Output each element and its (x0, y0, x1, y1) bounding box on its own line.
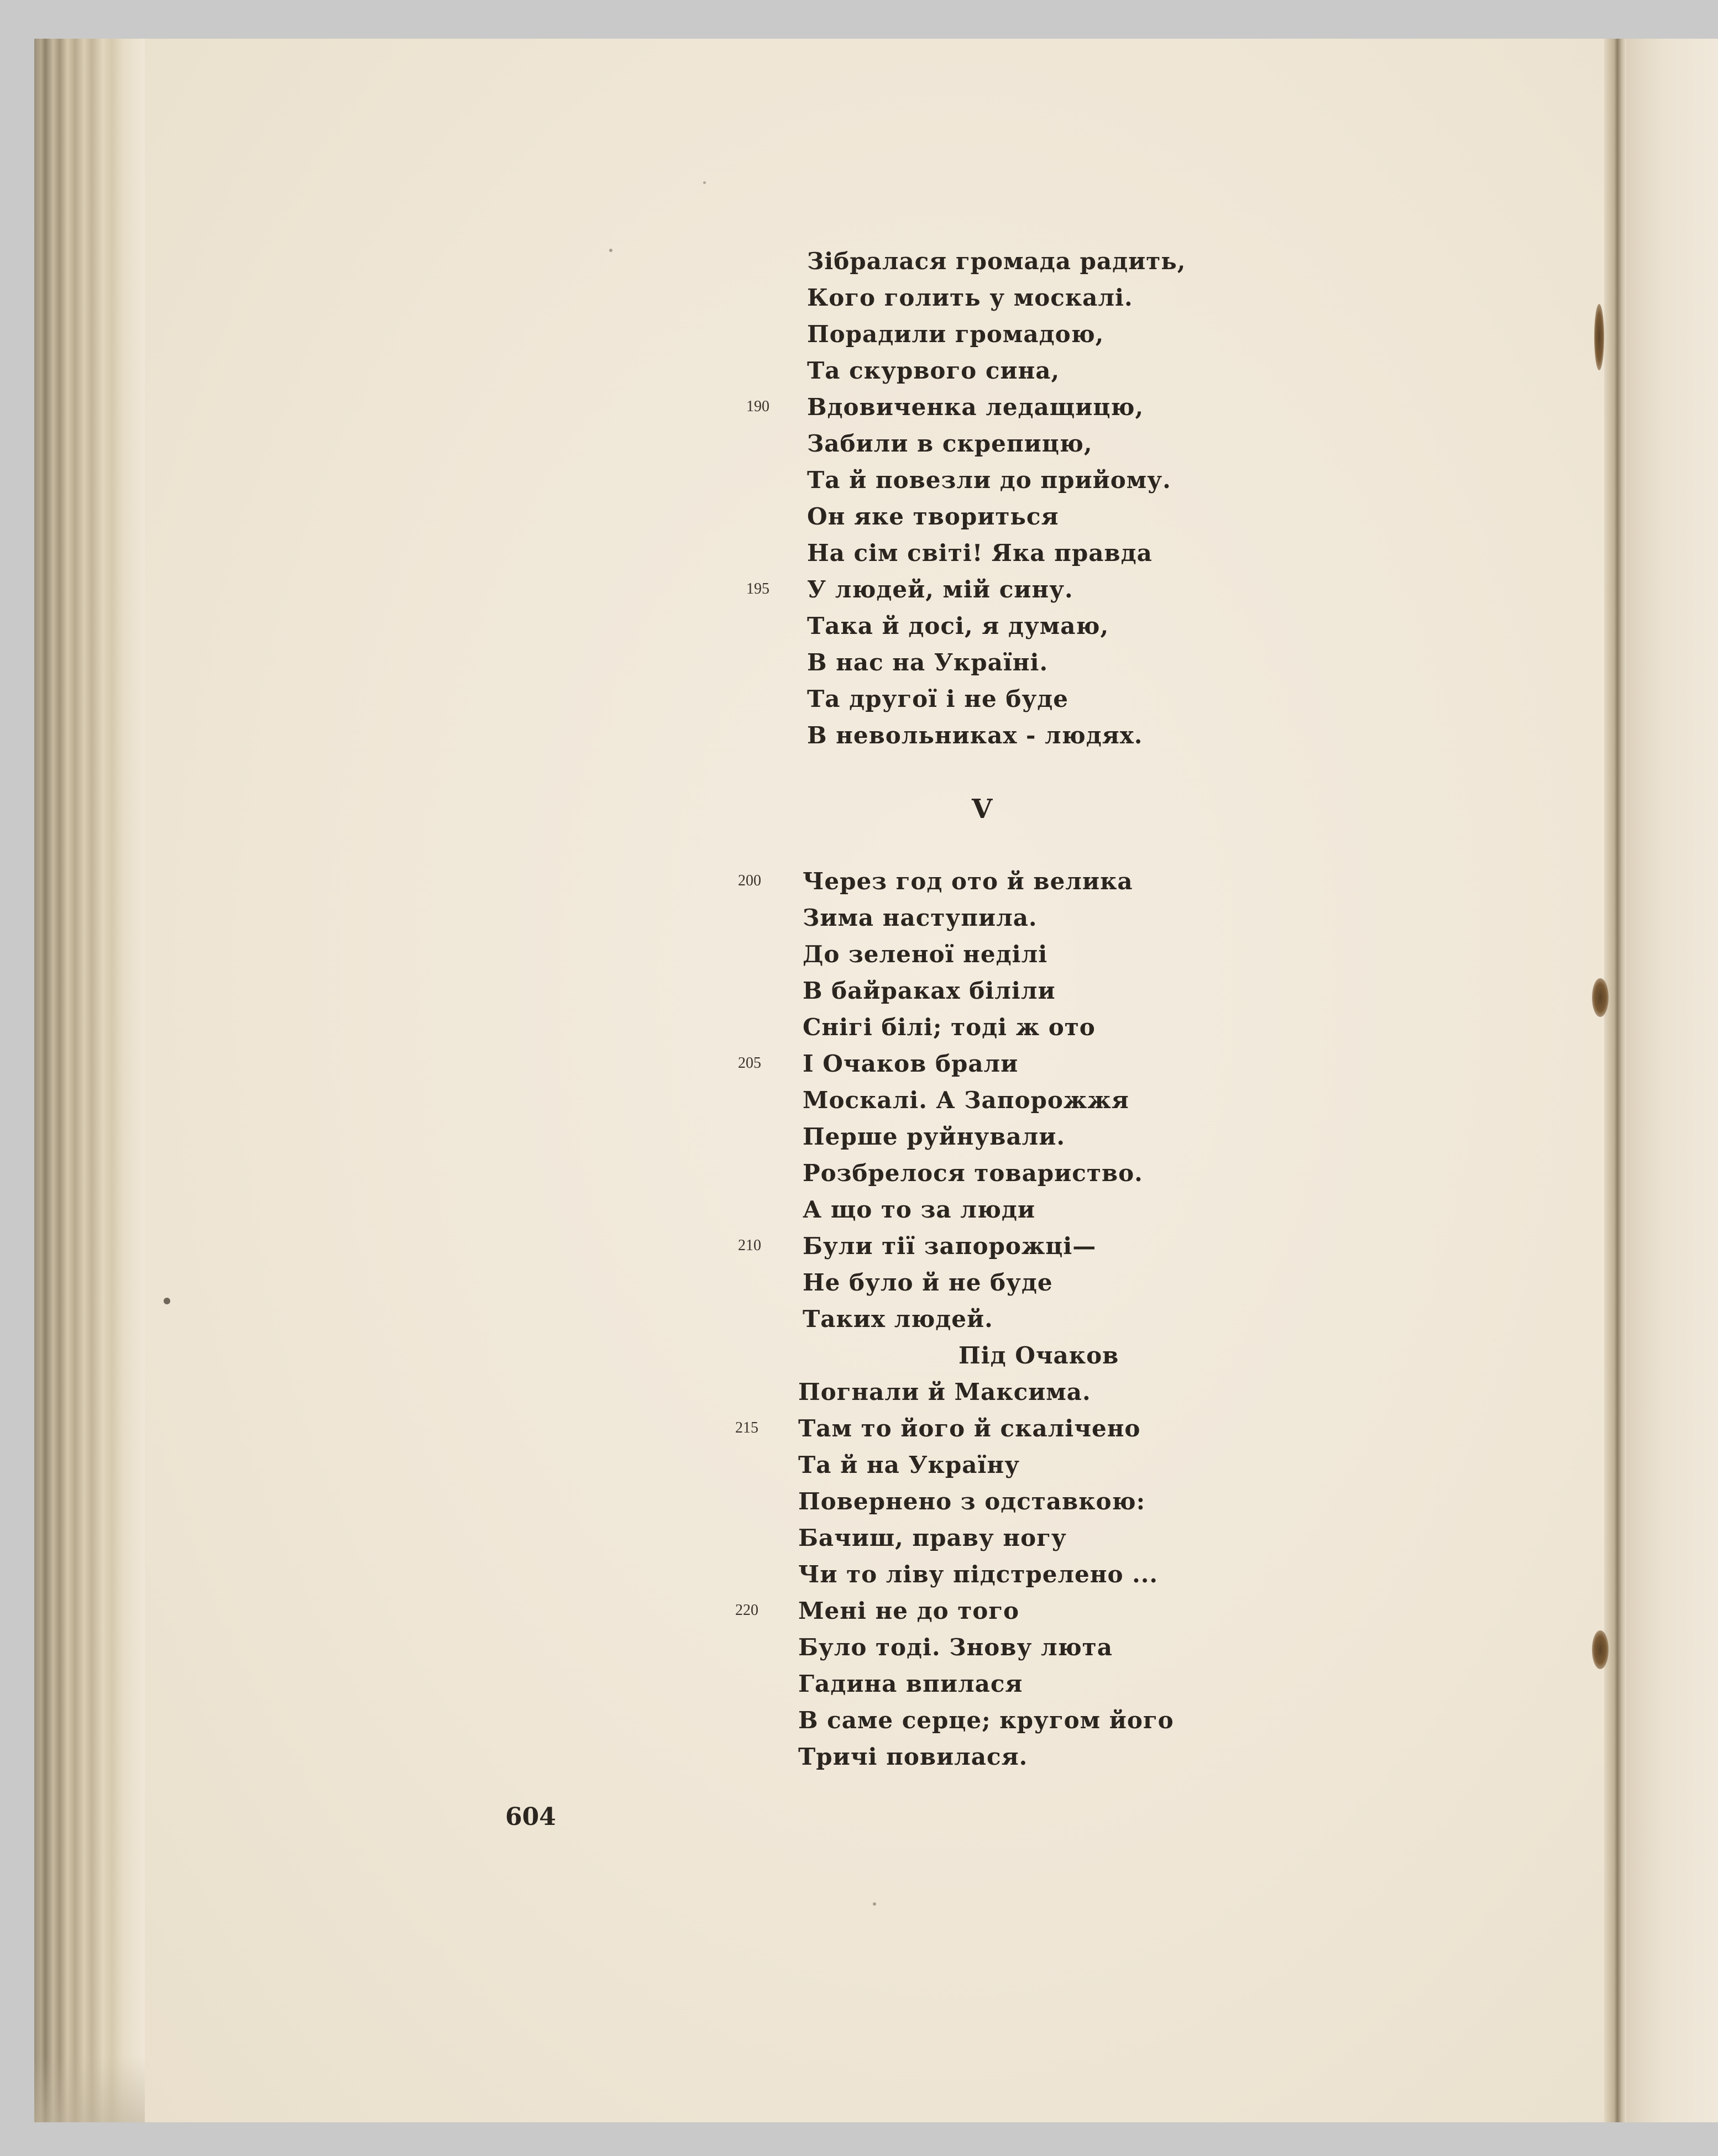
verse-line: А що то за люди (803, 1196, 1036, 1223)
binding-stain (1592, 1630, 1609, 1669)
verse-line: Зібралася громада радить, (807, 248, 1186, 275)
verse-line: Там то його й скалічено (798, 1415, 1141, 1442)
verse-line: Порадили громадою, (807, 321, 1104, 348)
verse-line: У людей, мій сину. (807, 576, 1073, 603)
line-number: 210 (738, 1237, 761, 1254)
verse-line: Забили в скрепицю, (807, 430, 1093, 457)
verse-line: Та й повезли до прийому. (807, 466, 1171, 494)
verse-line: Москалі. А Запорожжя (803, 1087, 1129, 1114)
verse-line: Таких людей. (803, 1305, 993, 1333)
line-number: 215 (735, 1419, 758, 1436)
verse-line: Така й досі, я думаю, (807, 612, 1109, 639)
ink-speck (703, 181, 706, 184)
line-number: 200 (738, 872, 761, 889)
verse-line: Та й на Україну (798, 1451, 1020, 1478)
book-gutter (1604, 39, 1626, 2122)
verse-line: В саме серце; кругом його (798, 1707, 1174, 1734)
verse-line: Та скурвого сина, (807, 357, 1060, 384)
verse-line: Тричі повилася. (798, 1743, 1028, 1770)
page-number: 604 (505, 1803, 556, 1831)
facing-page-edge (1626, 39, 1718, 2122)
verse-line: Кого голить у москалі. (807, 284, 1133, 311)
line-number: 190 (746, 398, 769, 415)
verse-line: І Очаков брали (803, 1050, 1019, 1077)
verse-line: Снігі білі; тоді ж ото (803, 1014, 1096, 1041)
line-number: 205 (738, 1055, 761, 1072)
verse-line: Повернено з одставкою: (798, 1488, 1146, 1515)
binding-stain (1592, 978, 1609, 1017)
verse-line: Не було й не буде (803, 1269, 1053, 1296)
verse-line: Зима наступила. (803, 904, 1038, 931)
line-number: 195 (746, 580, 769, 597)
verse-line: Он яке твориться (807, 503, 1059, 530)
line-number: 220 (735, 1602, 758, 1619)
verse-line: Через год ото й велика (803, 868, 1133, 895)
verse-line: Гадина впилася (798, 1670, 1023, 1697)
verse-line: В невольниках - людях. (807, 722, 1143, 749)
scanned-page (34, 39, 1718, 2122)
ink-speck (873, 1902, 876, 1906)
verse-line: Вдовиченка ледащицю, (807, 394, 1144, 421)
section-heading: V (972, 794, 993, 825)
ink-speck (609, 249, 612, 252)
ink-speck (164, 1298, 170, 1304)
verse-line: Погнали й Максима. (798, 1378, 1091, 1405)
verse-line: Та другої і не буде (807, 685, 1068, 712)
verse-line: Розбрелося товариство. (803, 1160, 1143, 1187)
verse-line: В нас на Україні. (807, 649, 1049, 676)
verse-line: Бачиш, праву ногу (798, 1524, 1067, 1551)
verse-line: До зеленої неділі (803, 941, 1048, 968)
page-edge-stack (34, 39, 145, 2122)
verse-line: Були тії запорожці— (803, 1232, 1097, 1260)
binding-stain (1594, 304, 1604, 370)
verse-line: В байраках біліли (803, 977, 1056, 1004)
verse-line: Під Очаков (958, 1342, 1119, 1369)
verse-line: Було тоді. Знову люта (798, 1634, 1113, 1661)
book-page (145, 39, 1604, 2122)
verse-line: На сім світі! Яка правда (807, 539, 1153, 566)
verse-line: Перше руйнували. (803, 1123, 1066, 1150)
verse-line: Чи то ліву підстрелено ... (798, 1561, 1158, 1588)
verse-line: Мені не до того (798, 1597, 1020, 1624)
